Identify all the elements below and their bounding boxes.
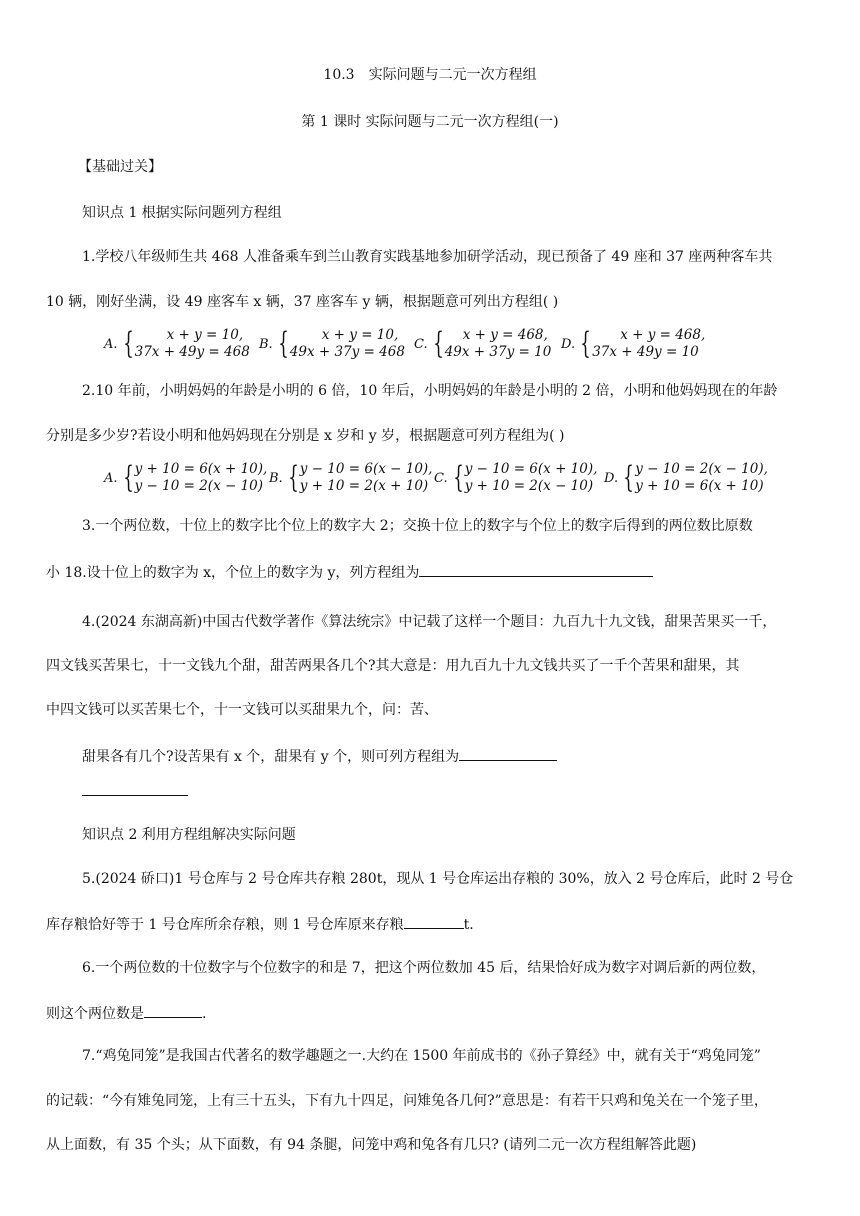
- q2-line-2: 分别是多少岁?若设小明和他妈妈现在分别是 x 岁和 y 岁，根据题意可列方程组为( ): [46, 428, 565, 444]
- section-title: 10.3 实际问题与二元一次方程组: [323, 67, 537, 83]
- q4-line-2: 四文钱买苦果七，十一文钱九个甜，甜苦两果各几个?其大意是：用九百九十九文钱共买了一千个苦果和甜果，其: [46, 658, 740, 674]
- option-label: A.: [104, 336, 118, 352]
- section-label: 【基础过关】: [78, 159, 162, 175]
- brace-icon: {: [452, 460, 464, 495]
- equation: y − 10 = 6(x − 10),: [299, 461, 433, 477]
- knowledge-point-1: 知识点 1 根据实际问题列方程组: [82, 205, 282, 221]
- option-label: D.: [561, 336, 576, 352]
- q6-line-2: [46, 1003, 206, 1023]
- equation: 49x + 37y = 10: [444, 344, 552, 360]
- equation: x + y = 10,: [166, 327, 244, 343]
- equation: y − 10 = 2(x − 10),: [635, 461, 768, 477]
- q1-option-b: [259, 327, 405, 361]
- q4-line-3: 中四文钱可以买苦果七个，十一文钱可以买甜果九个，问：苦、: [46, 702, 438, 718]
- answer-blank[interactable]: [404, 914, 464, 929]
- lesson-title: 第 1 课时 实际问题与二元一次方程组(一): [301, 114, 559, 130]
- equation: y + 10 = 2(x − 10): [464, 478, 594, 494]
- brace-icon: {: [432, 326, 444, 361]
- q2-option-b: [269, 461, 432, 495]
- q4-line-4: [82, 746, 557, 766]
- q3-line-2-text: 小 18.设十位上的数字为 x，个位上的数字为 y，列方程组为: [46, 565, 420, 581]
- option-label: A.: [104, 470, 118, 486]
- q4-line-1: 4.(2024 东湖高新)中国古代数学著作《算法统宗》中记载了这样一个题目：九百九十九文钱，甜果苦果买一千，: [82, 614, 777, 630]
- q4-line-4-text: 甜果各有几个?设苦果有 x 个，甜果有 y 个，则可列方程组为: [82, 749, 460, 765]
- equation: x + y = 10,: [321, 327, 399, 343]
- q1-option-c: [414, 327, 551, 361]
- q5-line-1: 5.(2024 硚口)1 号仓库与 2 号仓库共存粮 280t，现从 1 号仓库运出存粮的 30%，放入 2 号仓库后，此时 2 号仓: [82, 871, 794, 887]
- q1-line-2: 10 辆，刚好坐满，设 49 座客车 x 辆，37 座客车 y 辆，根据题意可列出方程组( ): [46, 294, 559, 310]
- brace-icon: {: [623, 460, 634, 495]
- q2-line-1: 2.10 年前，小明妈妈的年龄是小明的 6 倍，10 年后，小明妈妈的年龄是小明的 2 倍，小明和他妈妈现在的年龄: [82, 383, 778, 399]
- q3-line-2: [46, 562, 653, 582]
- equation: x + y = 468,: [620, 327, 706, 343]
- brace-icon: {: [277, 326, 289, 361]
- q3-line-1: 3.一个两位数，十位上的数字比个位上的数字大 2；交换十位上的数字与个位上的数字后得到的两位数比原数: [82, 518, 753, 534]
- q6-line-2-text: 则这个两位数是: [46, 1006, 144, 1022]
- q6-line-1: 6.一个两位数的十位数字与个位数字的和是 7，把这个两位数加 45 后，结果恰好成为数字对调后新的两位数，: [82, 960, 766, 976]
- answer-blank[interactable]: [144, 1003, 202, 1018]
- q7-line-3: 从上面数，有 35 个头；从下面数，有 94 条腿，问笼中鸡和兔各有几只? (请列二元一次方程组解答此题): [46, 1137, 697, 1153]
- equation: x + y = 468,: [462, 327, 548, 343]
- brace-icon: {: [122, 326, 134, 361]
- option-label: B.: [259, 336, 273, 352]
- q1-option-a: [104, 327, 250, 361]
- q5-unit: t.: [463, 917, 474, 933]
- q5-line-2: [46, 914, 474, 934]
- option-label: C.: [414, 336, 428, 352]
- q1-line-1: 1.学校八年级师生共 468 人准备乘车到兰山教育实践基地参加研学活动，现已预备了 49 座和 37 座两种客车共: [82, 249, 773, 265]
- option-label: C.: [434, 470, 448, 486]
- q6-period: .: [202, 1006, 207, 1022]
- option-label: D.: [604, 470, 619, 486]
- brace-icon: {: [580, 326, 591, 361]
- answer-blank[interactable]: [419, 562, 653, 577]
- equation: y − 10 = 2(x − 10): [134, 478, 264, 494]
- equation: y − 10 = 6(x + 10),: [464, 461, 598, 477]
- answer-blank[interactable]: [459, 746, 557, 761]
- brace-icon: {: [287, 460, 299, 495]
- q2-option-a: [104, 461, 267, 495]
- equation: y + 10 = 6(x + 10): [635, 478, 764, 494]
- answer-blank-continued[interactable]: [82, 795, 188, 796]
- q2-option-d: [604, 461, 768, 495]
- equation: y + 10 = 2(x + 10): [299, 478, 429, 494]
- q7-line-2: 的记载：“今有雉兔同笼，上有三十五头，下有九十四足，问雉兔各几何?”意思是：有若干只鸡和兔关在一个笼子里，: [46, 1093, 768, 1109]
- knowledge-point-2: 知识点 2 利用方程组解决实际问题: [82, 827, 296, 843]
- q7-line-1: 7.“鸡兔同笼”是我国古代著名的数学趣题之一.大约在 1500 年前成书的《孙子算经》中，就有关于“鸡兔同笼”: [82, 1048, 761, 1064]
- equation: y + 10 = 6(x + 10),: [134, 461, 268, 477]
- brace-icon: {: [122, 460, 134, 495]
- q1-option-d: [561, 327, 705, 361]
- option-label: B.: [269, 470, 283, 486]
- q5-line-2-text: 库存粮恰好等于 1 号仓库所余存粮，则 1 号仓库原来存粮: [46, 917, 404, 933]
- equation: 37x + 49y = 10: [592, 344, 699, 360]
- equation: 37x + 49y = 468: [134, 344, 250, 360]
- equation: 49x + 37y = 468: [289, 344, 405, 360]
- q2-option-c: [434, 461, 597, 495]
